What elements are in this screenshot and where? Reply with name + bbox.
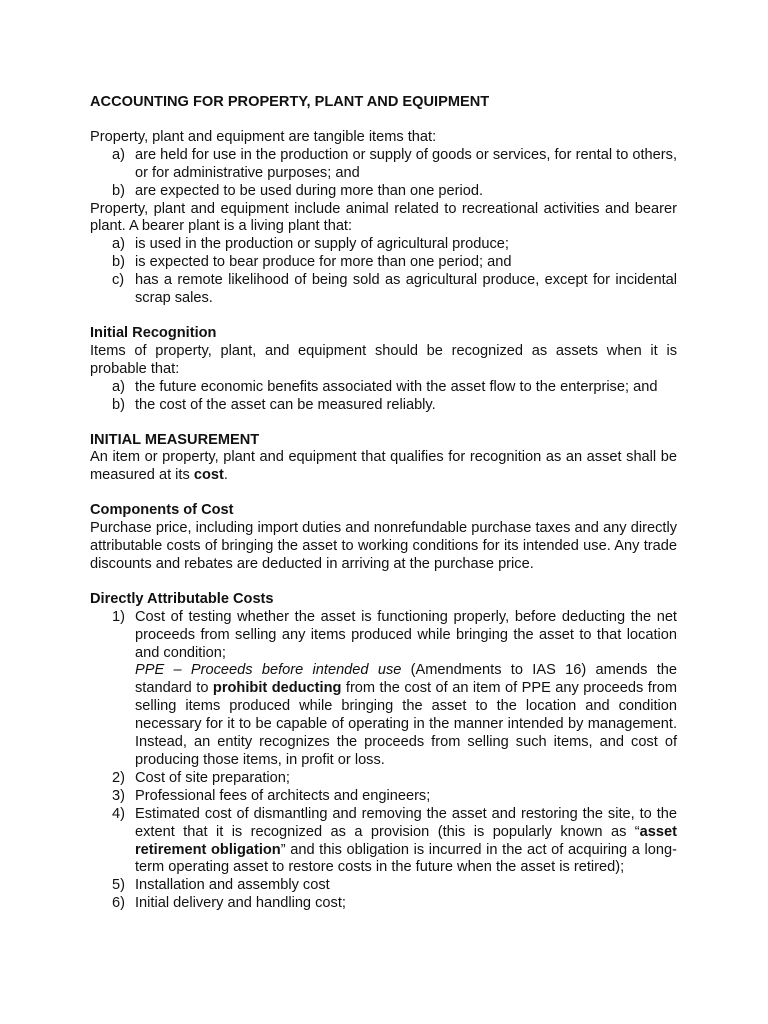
components-of-cost-heading: Components of Cost [90,502,234,519]
document-page [90,94,677,913]
list-item: a) the future economic benefits associated with the asset flow to the enterprise; and [112,378,658,395]
initial-measurement-text: An item or property, plant and equipment that qualifies for recognition as an asset shall be measured at its cost. [90,449,677,484]
directly-attributable-costs-heading: Directly Attributable Costs [90,590,274,607]
list-item: 4) Estimated cost of dismantling and removing the asset and restoring the site, to the extent that it is recognized as a provision (this is popularly known as “asset retirement obligation” and this obligation is incurred in the act of acquiring a long-term operating asset to restore costs in the future when the asset is retired); [112,805,677,876]
list-item: b) the cost of the asset can be measured reliably. [112,396,436,413]
list-item: c) has a remote likelihood of being sold as agricultural produce, except for incidental scrap sales. [112,272,677,307]
recognition-criteria-list [90,379,677,415]
list-item: 6) Initial delivery and handling cost; [112,895,346,912]
list-item: 5) Installation and assembly cost [112,877,330,894]
document-title: ACCOUNTING FOR PROPERTY, PLANT AND EQUIPMENT [90,94,490,110]
ppe-amendment-note: PPE – Proceeds before intended use (Amendments to IAS 16) amends the standard to prohibit deducting from the cost of an item of PPE any proceeds from selling items produced while bringing the asset to the location and condition necessary for it to be capable of operating in the manner intended by management. Instead, an entity recognizes the proceeds from selling such items, and cost of producing those items, in profit or loss. [135,662,677,768]
list-item: a) are held for use in the production or supply of goods or services, for rental to others, or for administrative purposes; and [112,146,677,181]
bearer-plant-list [90,236,677,308]
initial-measurement-heading: INITIAL MEASUREMENT [90,431,260,448]
list-item: 1) Cost of testing whether the asset is functioning properly, before deducting the net proceeds from selling any items produced while bringing the asset to that location and condition; PPE – Proceeds before intended use (Amendments to IAS 16) amends the standard to prohibit deducting from the cost of an item of PPE any proceeds from selling items produced while bringing the asset to the location and condition necessary for it to be capable of operating in the manner intended by management. Instead, an entity recognizes the proceeds from selling such items, and cost of producing those items, in profit or loss. [112,608,677,768]
list-item: b) are expected to be used during more than one period. [112,182,484,199]
list-item: a) is used in the production or supply of agricultural produce; [112,236,509,253]
list-item: 3) Professional fees of architects and engineers; [112,787,431,804]
intro-paragraph: Property, plant and equipment are tangible items that: [90,128,437,145]
attributable-costs-list [90,609,677,913]
list-item: b) is expected to bear produce for more than one period; and [112,254,512,271]
initial-recognition-heading: Initial Recognition [90,324,217,341]
components-of-cost-text: Purchase price, including import duties and nonrefundable purchase taxes and any directly attributable costs of bringing the asset to working conditions for its intended use. Any trade discounts and rebates are deducted in arriving at the purchase price. [90,520,677,572]
initial-recognition-text: Items of property, plant, and equipment should be recognized as assets when it is probable that: [90,342,677,377]
tangible-items-list [90,147,677,201]
bearer-plant-paragraph: Property, plant and equipment include animal related to recreational activities and bearer plant. A bearer plant is a living plant that: [90,200,677,235]
list-item: 2) Cost of site preparation; [112,769,290,786]
